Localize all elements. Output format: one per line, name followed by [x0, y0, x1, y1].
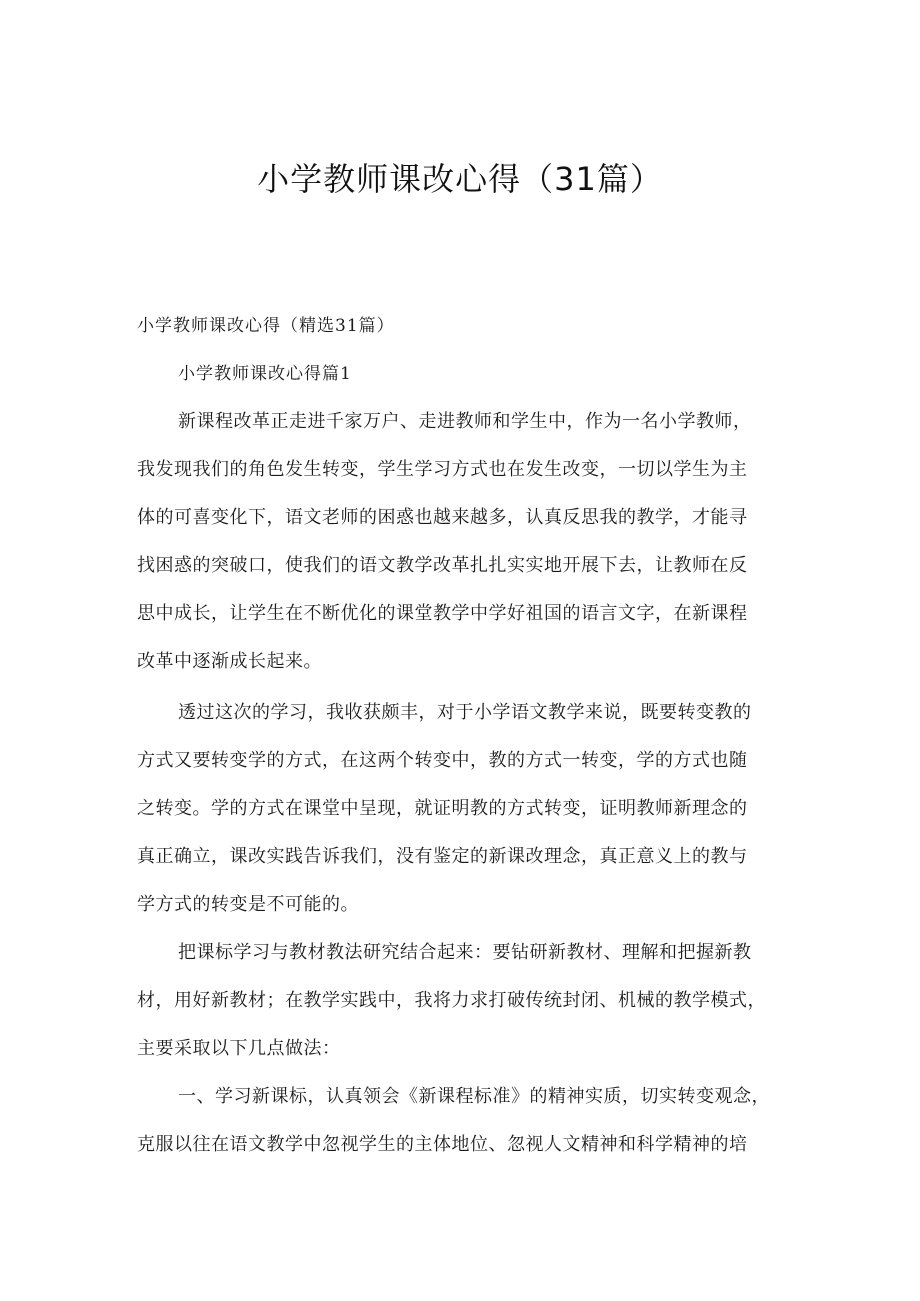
paragraph-line: 透过这次的学习，我收获颇丰，对于小学语文教学来说，既要转变教的	[178, 702, 752, 723]
paragraph-3	[137, 929, 797, 1073]
paragraph-2	[137, 689, 797, 929]
paragraph-line: 之转变。学的方式在课堂中呈现，就证明教的方式转变，证明教师新理念的	[137, 798, 748, 819]
paragraph-line: 新课程改革正走进千家万户、走进教师和学生中，作为一名小学教师，	[178, 411, 752, 432]
paragraph-4	[137, 1073, 797, 1169]
paragraph-line: 一、学习新课标，认真领会《新课程标准》的精神实质，切实转变观念，	[178, 1086, 770, 1107]
paragraph-line: 材，用好新教材；在教学实践中，我将力求打破传统封闭、机械的教学模式，	[137, 990, 766, 1011]
paragraph-line: 思中成长，让学生在不断优化的课堂教学中学好祖国的语言文字，在新课程	[137, 603, 748, 624]
paragraph-line: 主要采取以下几点做法：	[137, 1038, 341, 1059]
document-subtitle: 小学教师课改心得（精选31篇）	[137, 316, 395, 336]
document-title: 小学教师课改心得（31篇）	[257, 160, 663, 198]
paragraph-line: 克服以往在语文教学中忽视学生的主体地位、忽视人文精神和科学精神的培	[137, 1134, 748, 1155]
paragraph-line: 我发现我们的角色发生转变，学生学习方式也在发生改变，一切以学生为主	[137, 459, 748, 480]
paragraph-line: 改革中逐渐成长起来。	[137, 651, 322, 672]
paragraph-line: 体的可喜变化下，语文老师的困惑也越来越多，认真反思我的教学，才能寻	[137, 507, 748, 528]
paragraph-line: 找困惑的突破口，使我们的语文教学改革扎扎实实地开展下去，让教师在反	[137, 555, 748, 576]
paragraph-line: 把课标学习与教材教法研究结合起来：要钻研新教材、理解和把握新教	[178, 942, 752, 963]
paragraph-line: 学方式的转变是不可能的。	[137, 894, 359, 915]
paragraph-1	[137, 398, 797, 686]
paragraph-line: 方式又要转变学的方式，在这两个转变中，教的方式一转变，学的方式也随	[137, 750, 748, 771]
paragraph-line: 真正确立，课改实践告诉我们，没有鉴定的新课改理念，真正意义上的教与	[137, 846, 748, 867]
section-heading: 小学教师课改心得篇1	[178, 364, 352, 384]
